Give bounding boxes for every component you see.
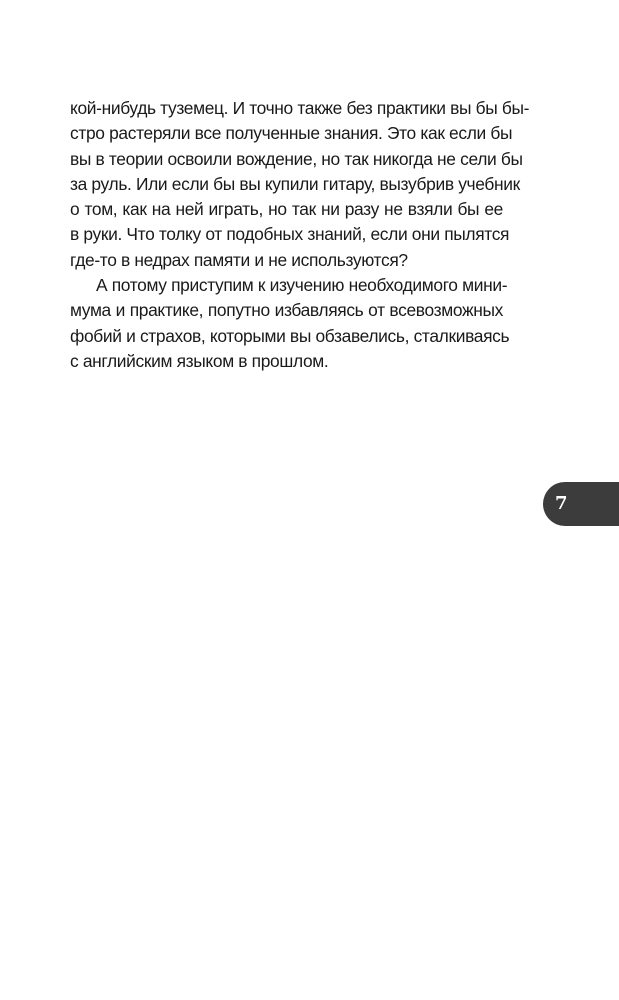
paragraph-1 — [70, 96, 530, 273]
text-line: вы в теории освоили вождение, но так никогда не сели бы — [70, 148, 523, 169]
paragraph-2 — [70, 273, 510, 374]
text-line: в руки. Что толку от подобных знаний, если они пылятся — [70, 224, 510, 245]
text-line: А потому приступим к изучению необходимого мини- — [96, 275, 508, 296]
text-line: мума и практике, попутно избавляясь от всевозможных — [70, 300, 503, 321]
text-line: кой-нибудь туземец. И точно также без практики вы бы бы- — [70, 98, 530, 118]
text-line: стро растеряли все полученные знания. Это как если бы — [70, 123, 513, 144]
text-line: о том, как на ней играть, но так ни разу не взяли бы ее — [70, 199, 503, 220]
text-line: фобий и страхов, которыми вы обзавелись, сталкиваясь — [70, 325, 510, 346]
text-line: за руль. Или если бы вы купили гитару, вызубрив учебник — [70, 173, 520, 194]
text-line: где-то в недрах памяти и не используются? — [70, 249, 408, 270]
page-number: 7 — [555, 493, 568, 514]
text-line: с английским языком в прошлом. — [70, 350, 329, 371]
body-text — [70, 96, 530, 374]
